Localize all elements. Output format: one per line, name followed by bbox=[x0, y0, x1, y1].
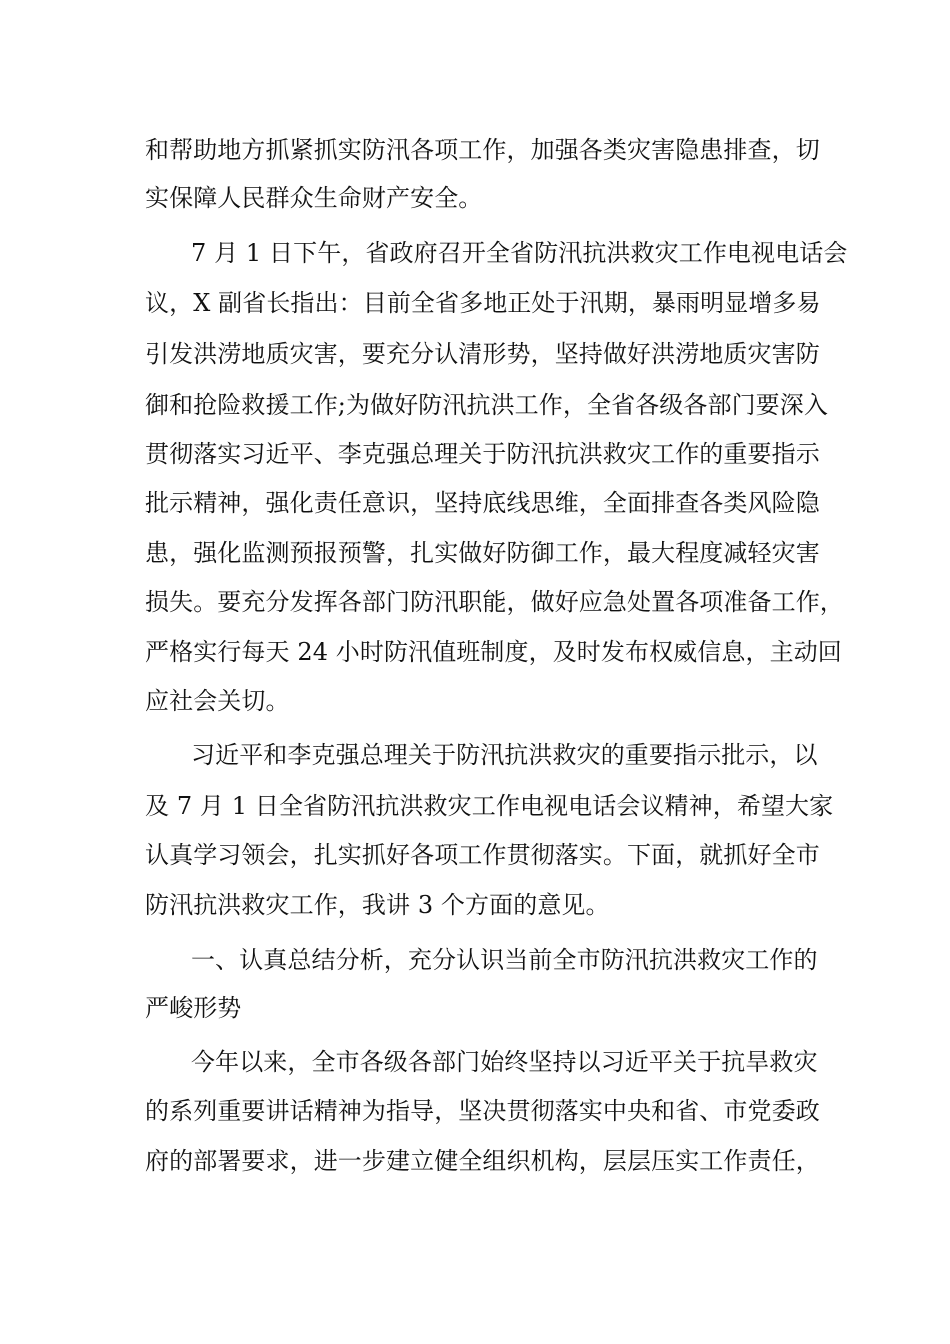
paragraph-2-line-6: 批示精神，强化责任意识，坚持底线思维，全面排查各类风险隐 bbox=[145, 489, 820, 517]
paragraph-2-line-2: 议，X 副省长指出：目前全省多地正处于汛期，暴雨明显增多易 bbox=[145, 289, 821, 317]
paragraph-2-line-10: 应社会关切。 bbox=[145, 687, 290, 715]
heading-1-line-2: 严峻形势 bbox=[145, 994, 242, 1022]
paragraph-5-line-2: 的系列重要讲话精神为指导，坚决贯彻落实中央和省、市党委政 bbox=[145, 1097, 820, 1125]
paragraph-3-line-3: 认真学习领会，扎实抓好各项工作贯彻落实。下面，就抓好全市 bbox=[145, 841, 820, 869]
paragraph-1-line-1: 和帮助地方抓紧抓实防汛各项工作，加强各类灾害隐患排查，切 bbox=[145, 136, 820, 164]
paragraph-2-line-9: 严格实行每天 24 小时防汛值班制度，及时发布权威信息，主动回 bbox=[145, 638, 842, 666]
paragraph-3-line-4: 防汛抗洪救灾工作，我讲 3 个方面的意见。 bbox=[145, 891, 610, 919]
paragraph-3-line-2: 及 7 月 1 日全省防汛抗洪救灾工作电视电话会议精神，希望大家 bbox=[145, 792, 834, 820]
paragraph-5-line-3: 府的部署要求，进一步建立健全组织机构，层层压实工作责任， bbox=[145, 1147, 820, 1175]
paragraph-1-line-2: 实保障人民群众生命财产安全。 bbox=[145, 184, 483, 212]
paragraph-2-line-8: 损失。要充分发挥各部门防汛职能，做好应急处置各项准备工作， bbox=[145, 588, 844, 616]
heading-1-line-1: 一、认真总结分析，充分认识当前全市防汛抗洪救灾工作的 bbox=[191, 946, 818, 974]
paragraph-2-line-5: 贯彻落实习近平、李克强总理关于防汛抗洪救灾工作的重要指示 bbox=[145, 440, 820, 468]
paragraph-2-line-1: 7 月 1 日下午，省政府召开全省防汛抗洪救灾工作电视电话会 bbox=[191, 239, 848, 267]
paragraph-2-line-7: 患，强化监测预报预警，扎实做好防御工作，最大程度减轻灾害 bbox=[145, 539, 820, 567]
paragraph-5-line-1: 今年以来，全市各级各部门始终坚持以习近平关于抗旱救灾 bbox=[191, 1048, 818, 1076]
paragraph-2-line-4: 御和抢险救援工作;为做好防汛抗洪工作，全省各级各部门要深入 bbox=[145, 391, 828, 419]
paragraph-3-line-1: 习近平和李克强总理关于防汛抗洪救灾的重要指示批示，以 bbox=[191, 741, 818, 769]
paragraph-2-line-3: 引发洪涝地质灾害，要充分认清形势，坚持做好洪涝地质灾害防 bbox=[145, 340, 820, 368]
